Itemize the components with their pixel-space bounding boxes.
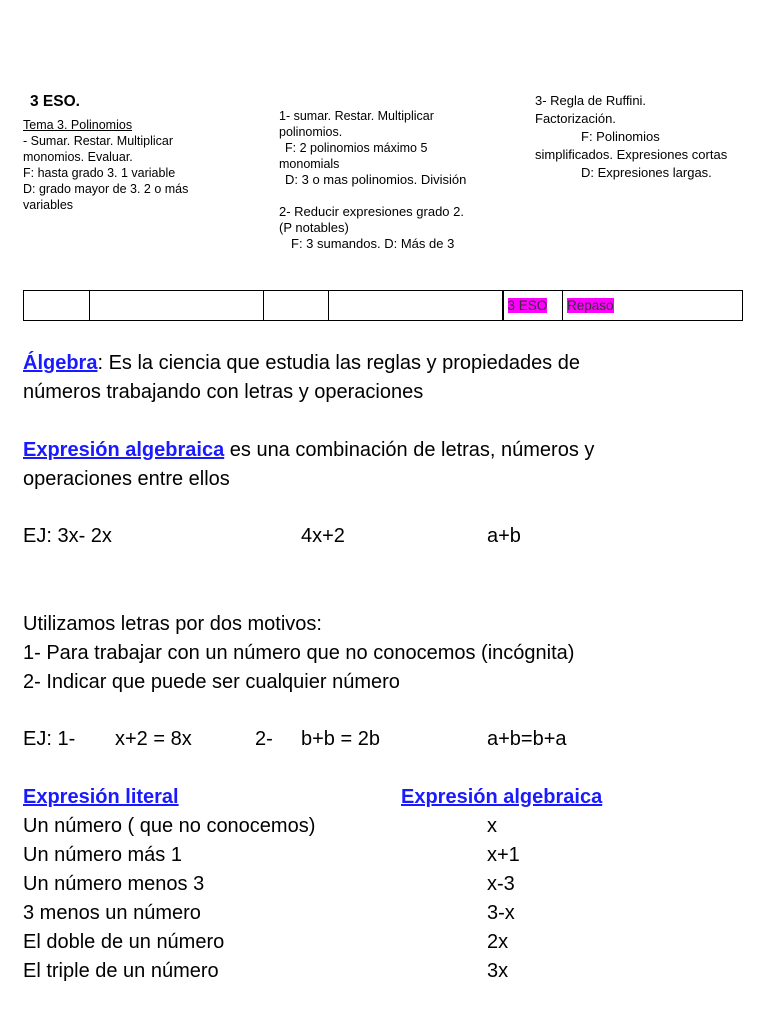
literal-cell: Un número menos 3 bbox=[23, 873, 205, 895]
expression-def-cont: operaciones entre ellos bbox=[23, 468, 230, 490]
motives bbox=[23, 610, 574, 697]
col3-line: D: Expresiones largas. bbox=[581, 165, 712, 180]
col3-line: 3- Regla de Ruffini. bbox=[535, 93, 647, 108]
col2-line: monomials bbox=[279, 157, 340, 171]
header-title: 3 ESO. bbox=[30, 93, 80, 110]
algebraic-cell: 3-x bbox=[487, 902, 515, 924]
table-row bbox=[23, 928, 723, 957]
header-table-row bbox=[24, 291, 743, 321]
literal-cell: El doble de un número bbox=[23, 931, 225, 953]
col2-line: (P notables) bbox=[279, 220, 349, 235]
example-2-expr3: a+b=b+a bbox=[487, 728, 567, 750]
table-row bbox=[23, 812, 723, 841]
col2-line: D: 3 o mas polinomios. División bbox=[285, 172, 467, 187]
algebra-def: : Es la ciencia que estudia las reglas y propiedades de bbox=[97, 352, 580, 374]
expression-def: es una combinación de letras, números y bbox=[224, 439, 595, 461]
motive-2: 2- Indicar que puede ser cualquier número bbox=[23, 671, 400, 693]
header-col1 bbox=[23, 117, 263, 213]
col2-line: polinomios. bbox=[279, 125, 343, 139]
expression-table-header bbox=[23, 783, 643, 812]
table-row bbox=[23, 841, 723, 870]
header-cell-review bbox=[563, 291, 743, 321]
algebraic-cell: 3x bbox=[487, 960, 509, 982]
example-1-label: EJ: 3x- 2x bbox=[23, 525, 112, 547]
col2-line: F: 2 polinomios máximo 5 bbox=[285, 141, 428, 155]
col2-line: F: 3 sumandos. D: Más de 3 bbox=[291, 236, 455, 251]
algebraic-cell: x+1 bbox=[487, 844, 520, 866]
motive-1: 1- Para trabajar con un número que no conocemos (incógnita) bbox=[23, 642, 575, 664]
motives-intro: Utilizamos letras por dos motivos: bbox=[23, 613, 322, 635]
col1-line: D: grado mayor de 3. 2 o más bbox=[23, 182, 189, 196]
example-1-expr2: 4x+2 bbox=[301, 525, 345, 547]
example-2-expr1: x+2 = 8x bbox=[115, 728, 192, 750]
header-col2 bbox=[279, 108, 519, 252]
course-label: 3 ESO bbox=[507, 298, 548, 313]
col1-line: F: hasta grado 3. 1 variable bbox=[23, 166, 176, 180]
header-table bbox=[23, 290, 743, 321]
algebra-definition bbox=[23, 349, 580, 407]
example-2 bbox=[23, 725, 723, 754]
table-head-algebraic: Expresión algebraica bbox=[401, 786, 603, 808]
algebra-def-cont: números trabajando con letras y operaciones bbox=[23, 381, 424, 403]
example-1-expr3: a+b bbox=[487, 525, 521, 547]
header-cell bbox=[329, 291, 503, 321]
example-2-num2: 2- bbox=[255, 728, 273, 750]
header-cell bbox=[90, 291, 264, 321]
table-head-literal: Expresión literal bbox=[23, 786, 179, 808]
col3-line: F: Polinomios bbox=[581, 129, 660, 144]
algebraic-cell: x bbox=[487, 815, 497, 837]
table-row bbox=[23, 870, 723, 899]
col2-line: 1- sumar. Restar. Multiplicar bbox=[279, 109, 434, 123]
example-2-label: EJ: 1- bbox=[23, 728, 76, 750]
literal-cell: 3 menos un número bbox=[23, 902, 201, 924]
algebraic-cell: 2x bbox=[487, 931, 509, 953]
col3-line: simplificados. Expresiones cortas bbox=[535, 147, 728, 162]
algebra-term: Álgebra bbox=[23, 352, 98, 374]
algebraic-cell: x-3 bbox=[487, 873, 515, 895]
col3-line: Factorización. bbox=[535, 111, 616, 126]
literal-cell: Un número ( que no conocemos) bbox=[23, 815, 316, 837]
table-row bbox=[23, 957, 723, 986]
header-col3 bbox=[535, 92, 760, 182]
expression-term: Expresión algebraica bbox=[23, 439, 225, 461]
col1-line: monomios. Evaluar. bbox=[23, 150, 133, 164]
example-1 bbox=[23, 522, 723, 551]
literal-cell: El triple de un número bbox=[23, 960, 219, 982]
literal-cell: Un número más 1 bbox=[23, 844, 182, 866]
review-label: Repaso bbox=[567, 298, 614, 313]
table-row bbox=[23, 899, 723, 928]
example-2-expr2: b+b = 2b bbox=[301, 728, 380, 750]
col1-line: variables bbox=[23, 198, 74, 212]
col1-line: - Sumar. Restar. Multiplicar bbox=[23, 134, 174, 148]
header-cell-course bbox=[503, 291, 563, 321]
topic-title: Tema 3. Polinomios bbox=[23, 118, 133, 132]
col2-line: 2- Reducir expresiones grado 2. bbox=[279, 204, 464, 219]
expression-definition bbox=[23, 436, 594, 494]
header-cell bbox=[264, 291, 329, 321]
header-cell bbox=[24, 291, 90, 321]
spacer bbox=[279, 188, 519, 204]
